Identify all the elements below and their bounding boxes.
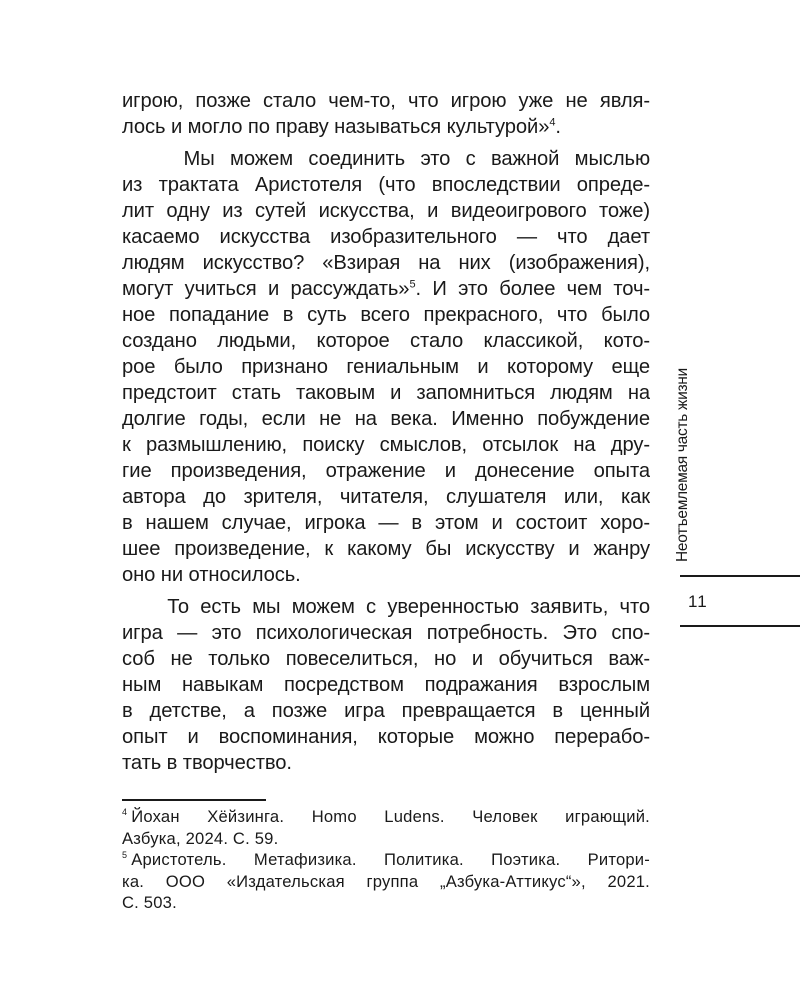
footnote-text: С. 503. — [122, 893, 177, 912]
footnote-text: Йохан Хёйзинга. Homo Ludens. Человек играющий. — [131, 807, 650, 826]
footnote-reference[interactable]: 4 — [549, 116, 556, 129]
body-line — [122, 594, 650, 620]
footnotes — [122, 806, 650, 914]
line-text: лит одну из сутей искусства, и видеоигрового тоже) — [122, 200, 650, 222]
main-text — [122, 88, 650, 776]
line-text: тать в творчество. — [122, 752, 292, 774]
line-text: касаемо искусства изобразительного — что дает — [122, 226, 650, 248]
body-line — [122, 88, 650, 114]
body-line — [122, 672, 650, 698]
body-line — [122, 172, 650, 198]
body-line — [122, 646, 650, 672]
body-line — [122, 562, 650, 588]
line-text: ное попадание в суть всего прекрасного, что было — [122, 304, 650, 326]
line-text: гие произведения, отражение и донесение опыта — [122, 460, 650, 482]
line-text: в детстве, а позже игра превращается в ценный — [122, 700, 650, 722]
body-line — [122, 328, 650, 354]
line-text: лось и могло по праву называться культурой» — [122, 116, 550, 138]
body-line — [122, 484, 650, 510]
line-text: долгие годы, если не на века. Именно побуждение — [122, 408, 650, 430]
body-line — [122, 698, 650, 724]
body-line — [122, 724, 650, 750]
body-line — [122, 510, 650, 536]
footnote-text: Азбука, 2024. С. 59. — [122, 828, 279, 848]
line-text: соб не только повеселиться, но и обучиться важ- — [122, 648, 650, 670]
page-number-rule-bottom — [680, 625, 800, 627]
footnote-separator — [122, 799, 266, 801]
footnote-reference[interactable]: 5 — [409, 278, 416, 291]
body-line — [122, 380, 650, 406]
body-line — [122, 536, 650, 562]
body-line — [122, 250, 650, 276]
line-text: шее произведение, к какому бы искусству и жанру — [122, 538, 650, 560]
line-text: оно ни относилось. — [122, 564, 301, 586]
line-text-continuation: . И это более чем точ- — [415, 278, 650, 300]
footnote-text: Аристотель. Метафизика. Политика. Поэтика. Ритори- — [131, 850, 650, 869]
body-line — [122, 114, 650, 140]
footnote-line — [122, 828, 650, 850]
footnote-line — [122, 892, 650, 914]
footnote-mark: 5 — [122, 850, 128, 861]
line-text: в нашем случае, игрока — в этом и состоит хоро- — [122, 512, 650, 534]
line-text: Мы можем соединить это с важной мыслью — [122, 148, 650, 170]
body-line — [122, 406, 650, 432]
body-line — [122, 354, 650, 380]
body-line — [122, 146, 650, 172]
page-number-rule-top — [680, 575, 800, 577]
body-line — [122, 432, 650, 458]
body-line — [122, 276, 650, 302]
line-text: игра — это психологическая потребность. Это спо- — [122, 622, 650, 644]
line-text: из трактата Аристотеля (что впоследствии опреде- — [122, 174, 650, 196]
footnote-line — [122, 849, 650, 871]
line-text: игрою, позже стало чем-то, что игрою уже не явля- — [122, 90, 650, 112]
line-text: к размышлению, поиску смыслов, отсылок на дру- — [122, 434, 650, 456]
line-text: могут учиться и рассуждать» — [122, 278, 410, 300]
line-text: людям искусство? «Взирая на них (изображения), — [122, 252, 650, 274]
line-text: опыт и воспоминания, которые можно перерабо- — [122, 726, 650, 748]
running-title: Неотъемлемая часть жизни — [674, 368, 691, 562]
body-line — [122, 302, 650, 328]
footnote-line — [122, 871, 650, 893]
line-text: рое было признано гениальным и которому еще — [122, 356, 650, 378]
body-line — [122, 224, 650, 250]
footnote-text: ка. ООО «Издательская группа „Азбука-Аттикус“», 2021. — [122, 871, 650, 891]
footnote-line — [122, 806, 650, 828]
footnote-mark: 4 — [122, 807, 128, 818]
page-number: 11 — [688, 592, 708, 611]
body-line — [122, 458, 650, 484]
body-line — [122, 620, 650, 646]
body-line — [122, 198, 650, 224]
line-text: предстоит стать таковым и запомниться людям на — [122, 382, 650, 404]
line-text: ным навыкам посредством подражания взрослым — [122, 674, 650, 696]
body-line — [122, 750, 650, 776]
line-text: создано людьми, которое стало классикой, кото- — [122, 330, 650, 352]
line-text: автора до зрителя, читателя, слушателя или, как — [122, 486, 650, 508]
line-text: То есть мы можем с уверенностью заявить, что — [122, 596, 650, 618]
line-text-continuation: . — [555, 116, 561, 138]
